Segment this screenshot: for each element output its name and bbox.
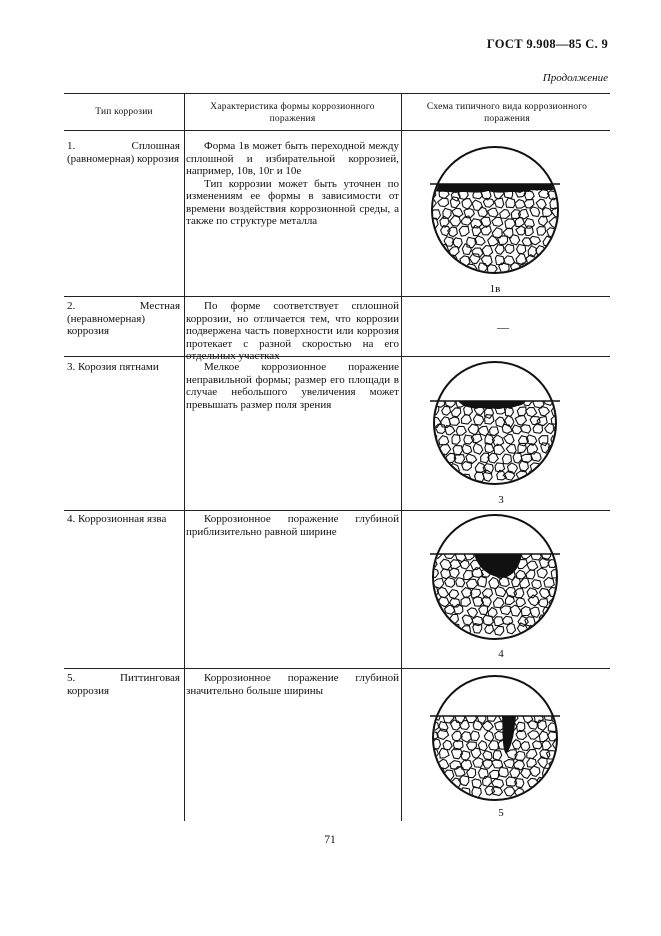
column-header-scheme: Схема типичного вида коррозионного поражения (426, 102, 588, 124)
micrograph-3 (430, 357, 560, 489)
figure-label-4: 4 (498, 648, 504, 660)
row-1-description-p1: Форма 1в может быть переходной между сплошной и избирательной коррозией, например, 10в, 10г и 10е (186, 140, 399, 177)
micrograph-1v (430, 140, 560, 280)
column-header-type: Тип коррозии (95, 107, 153, 117)
column-header-description: Характеристика формы коррозионного поражения (210, 102, 375, 124)
row-5-description (186, 672, 399, 697)
row-2-description-p1: По форме соответствует сплошной коррозии, но отличается тем, что коррозии подвержена часть поверхности или коррозия протекает с разной скоростью на его отдельных участках (186, 300, 399, 362)
row-2-type: 2. Местная (неравномерная) коррозия (67, 300, 180, 337)
table-header-bottom-border (64, 130, 610, 131)
row-3-description-p1: Мелкое коррозионное поражение неправильной формы; размер его площади в случае небольшого увеличения может превышать размер поля зрения (186, 361, 399, 411)
page-number: 71 (324, 834, 336, 846)
row-5-description-p1: Коррозионное поражение глубиной значительно больше ширины (186, 672, 399, 697)
column-divider-2 (401, 93, 402, 821)
row-divider-1 (64, 296, 610, 297)
row-1-description-p2: Тип коррозии может быть уточнен по изменениям ее формы в зависимости от времени воздействия коррозионной среды, а также по структуре металла (186, 177, 399, 227)
row-2-description (186, 300, 399, 363)
row-2-scheme-dash: — (497, 320, 509, 334)
document-code: ГОСТ 9.908—85 С. 9 (486, 37, 608, 51)
figure-label-3: 3 (498, 494, 504, 506)
row-4-type: 4. Коррозионная язва (67, 513, 167, 525)
continued-label: Продолжение (542, 72, 608, 84)
micrograph-4 (430, 510, 560, 644)
row-divider-4 (64, 668, 610, 669)
row-3-description (186, 361, 399, 411)
row-5-type: 5. Питтинговая коррозия (67, 672, 180, 697)
micrograph-5 (430, 670, 560, 804)
row-4-description-p1: Коррозионное поражение глубиной приблизительно равной ширине (186, 513, 399, 538)
row-1-type: 1. Сплошная (равномерная) коррозия (67, 140, 180, 165)
row-1-description (186, 140, 399, 228)
row-4-description (186, 513, 399, 538)
row-3-type: 3. Корозия пятнами (67, 361, 159, 373)
figure-label-5: 5 (498, 807, 504, 819)
table-top-border (64, 93, 610, 94)
figure-label-1v: 1в (489, 283, 501, 295)
column-divider-1 (184, 93, 185, 821)
